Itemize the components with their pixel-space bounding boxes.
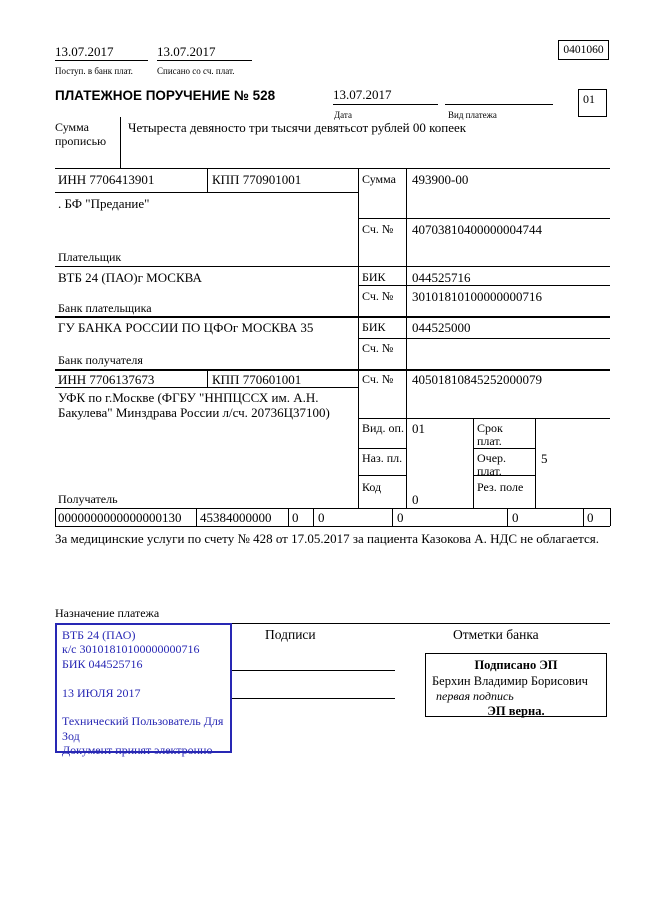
bank-stamp-line: Документ принят электронно: [62, 743, 213, 758]
debited-date: 13.07.2017: [157, 44, 216, 59]
table-line: [207, 369, 208, 387]
payee-inn: ИНН 7706137673: [58, 372, 155, 387]
bank-stamp-line: к/с 30101810100000000716: [62, 642, 200, 657]
signature-stamp-note: первая подпись: [436, 689, 514, 703]
doc-date: 13.07.2017: [333, 87, 392, 102]
payee-kpp: КПП 770601001: [212, 372, 302, 387]
doc-date-underline: [333, 104, 438, 105]
table-line: [358, 285, 610, 286]
bank-stamp-line: Зод: [62, 728, 80, 743]
table-line: [55, 526, 610, 527]
payer-account-label: Сч. №: [362, 222, 394, 236]
doc-title: ПЛАТЕЖНОЕ ПОРУЧЕНИЕ № 528: [55, 88, 276, 103]
sum-value: 493900-00: [412, 172, 469, 187]
table-line: [55, 369, 610, 371]
payee-bank-label: Банк получателя: [58, 353, 143, 367]
signatures-label: Подписи: [265, 627, 316, 642]
footer-top-line: [232, 623, 610, 624]
purpose-text: За медицинские услуги по счету № 428 от 17.05.2017 за пациента Казокова А. НДС не облагается.: [55, 531, 600, 546]
signature-stamp-verdict: ЭП верна.: [487, 704, 545, 718]
table-line: [207, 168, 208, 192]
table-line: [473, 418, 474, 508]
bank-marks-label: Отметки банка: [453, 627, 539, 642]
payee-name: УФК по г.Москве (ФГБУ "ННПЦССХ им. А.Н. Бакулева" Минздрава России л/сч. 20736Ц37100): [58, 390, 330, 420]
budget-cell-kbk: 0000000000000000130: [58, 510, 182, 525]
payee-label: Получатель: [58, 492, 118, 506]
bank-stamp-line: [62, 671, 225, 685]
payer-kpp: КПП 770901001: [212, 172, 302, 187]
table-line: [358, 218, 610, 219]
received-date-underline: [55, 60, 148, 61]
reserve-label: Рез. поле: [477, 480, 524, 494]
debited-date-label: Списано со сч. плат.: [157, 66, 235, 76]
table-line: [610, 508, 611, 526]
table-line: [55, 508, 56, 526]
table-line: [288, 508, 289, 526]
table-line: [392, 508, 393, 526]
table-line: [55, 266, 610, 267]
amount-words-label-2: прописью: [55, 134, 107, 148]
payer-bank-label: Банк плательщика: [58, 301, 152, 315]
bank-stamp-line: БИК 044525716: [62, 656, 143, 671]
table-line: [358, 475, 406, 476]
status-code-box: 01: [578, 89, 607, 117]
priority-label-2: плат.: [477, 464, 502, 478]
pay-term-label-2: плат.: [477, 434, 502, 448]
table-line: [196, 508, 197, 526]
signature-stamp: [425, 653, 607, 717]
payer-label: Плательщик: [58, 250, 122, 264]
payer-bank-bik-value: 044525716: [412, 270, 471, 285]
payer-bank-account-label: Сч. №: [362, 289, 394, 303]
priority-label-1: Очер.: [477, 451, 507, 465]
budget-cell: 0: [318, 510, 325, 525]
op-kind-label: Вид. оп.: [362, 421, 404, 435]
payer-bank-account-value: 30101810100000000716: [412, 289, 542, 304]
table-line: [358, 168, 359, 508]
payee-bank-account-label: Сч. №: [362, 341, 394, 355]
payer-name: . БФ "Предание": [58, 196, 150, 211]
code-value: 0: [412, 492, 419, 507]
pay-term-label-1: Срок: [477, 421, 503, 435]
table-line: [535, 418, 536, 508]
payee-account-value: 40501810845252000079: [412, 372, 542, 387]
bank-stamp-line: 13 ИЮЛЯ 2017: [62, 685, 141, 700]
op-kind-value: 01: [412, 421, 425, 436]
priority-value: 5: [541, 451, 548, 466]
signature-stamp-title: Подписано ЭП: [474, 658, 558, 672]
table-line: [55, 168, 610, 169]
payee-bank-bik-value: 044525000: [412, 320, 471, 335]
table-line: [55, 508, 610, 509]
received-date-label: Поступ. в банк плат.: [55, 66, 133, 76]
table-line: [358, 418, 610, 419]
budget-cell: 0: [292, 510, 299, 525]
table-line: [358, 448, 406, 449]
budget-cell-oktmo: 45384000000: [200, 510, 272, 525]
table-line: [583, 508, 584, 526]
bank-stamp-line: Технический Пользователь Для: [62, 714, 224, 729]
received-date: 13.07.2017: [55, 44, 114, 59]
table-line: [358, 338, 610, 339]
table-line: [507, 508, 508, 526]
purpose-label: Назначение платежа: [55, 606, 160, 620]
purpose-code-label: Наз. пл.: [362, 451, 403, 465]
signature-stamp-name: Берхин Владимир Борисович: [432, 674, 588, 688]
amount-words-divider: [120, 117, 121, 168]
code-label: Код: [362, 480, 382, 494]
table-line: [313, 508, 314, 526]
sum-label: Сумма: [362, 172, 396, 186]
payee-account-label: Сч. №: [362, 372, 394, 386]
budget-cell: 0: [512, 510, 519, 525]
payer-bank-bik-label: БИК: [362, 270, 386, 284]
amount-words-value: Четыреста девяносто три тысячи девятьсот рублей 00 копеек: [128, 120, 467, 135]
amount-words-label-1: Сумма: [55, 120, 89, 134]
payer-inn: ИНН 7706413901: [58, 172, 155, 187]
signature-line: [232, 670, 395, 671]
bank-stamp-line: [62, 700, 225, 714]
budget-cell: 0: [587, 510, 594, 525]
table-line: [55, 316, 610, 318]
signature-line: [232, 698, 395, 699]
table-line: [55, 192, 358, 193]
table-line: [406, 168, 407, 508]
debited-date-underline: [157, 60, 252, 61]
payee-bank-bik-label: БИК: [362, 320, 386, 334]
doc-date-label: Дата: [334, 110, 352, 120]
budget-cell: 0: [397, 510, 404, 525]
payer-account-value: 40703810400000004744: [412, 222, 542, 237]
payment-kind-label: Вид платежа: [448, 110, 497, 120]
bank-stamp: [55, 623, 232, 758]
table-line: [55, 387, 358, 388]
payment-kind-underline: [445, 104, 553, 105]
bank-stamp-line: ВТБ 24 (ПАО): [62, 628, 136, 642]
payer-bank-name: ВТБ 24 (ПАО)г МОСКВА: [58, 270, 202, 285]
form-code-box: 0401060: [558, 40, 609, 60]
payee-bank-name: ГУ БАНКА РОССИИ ПО ЦФОг МОСКВА 35: [58, 320, 314, 335]
